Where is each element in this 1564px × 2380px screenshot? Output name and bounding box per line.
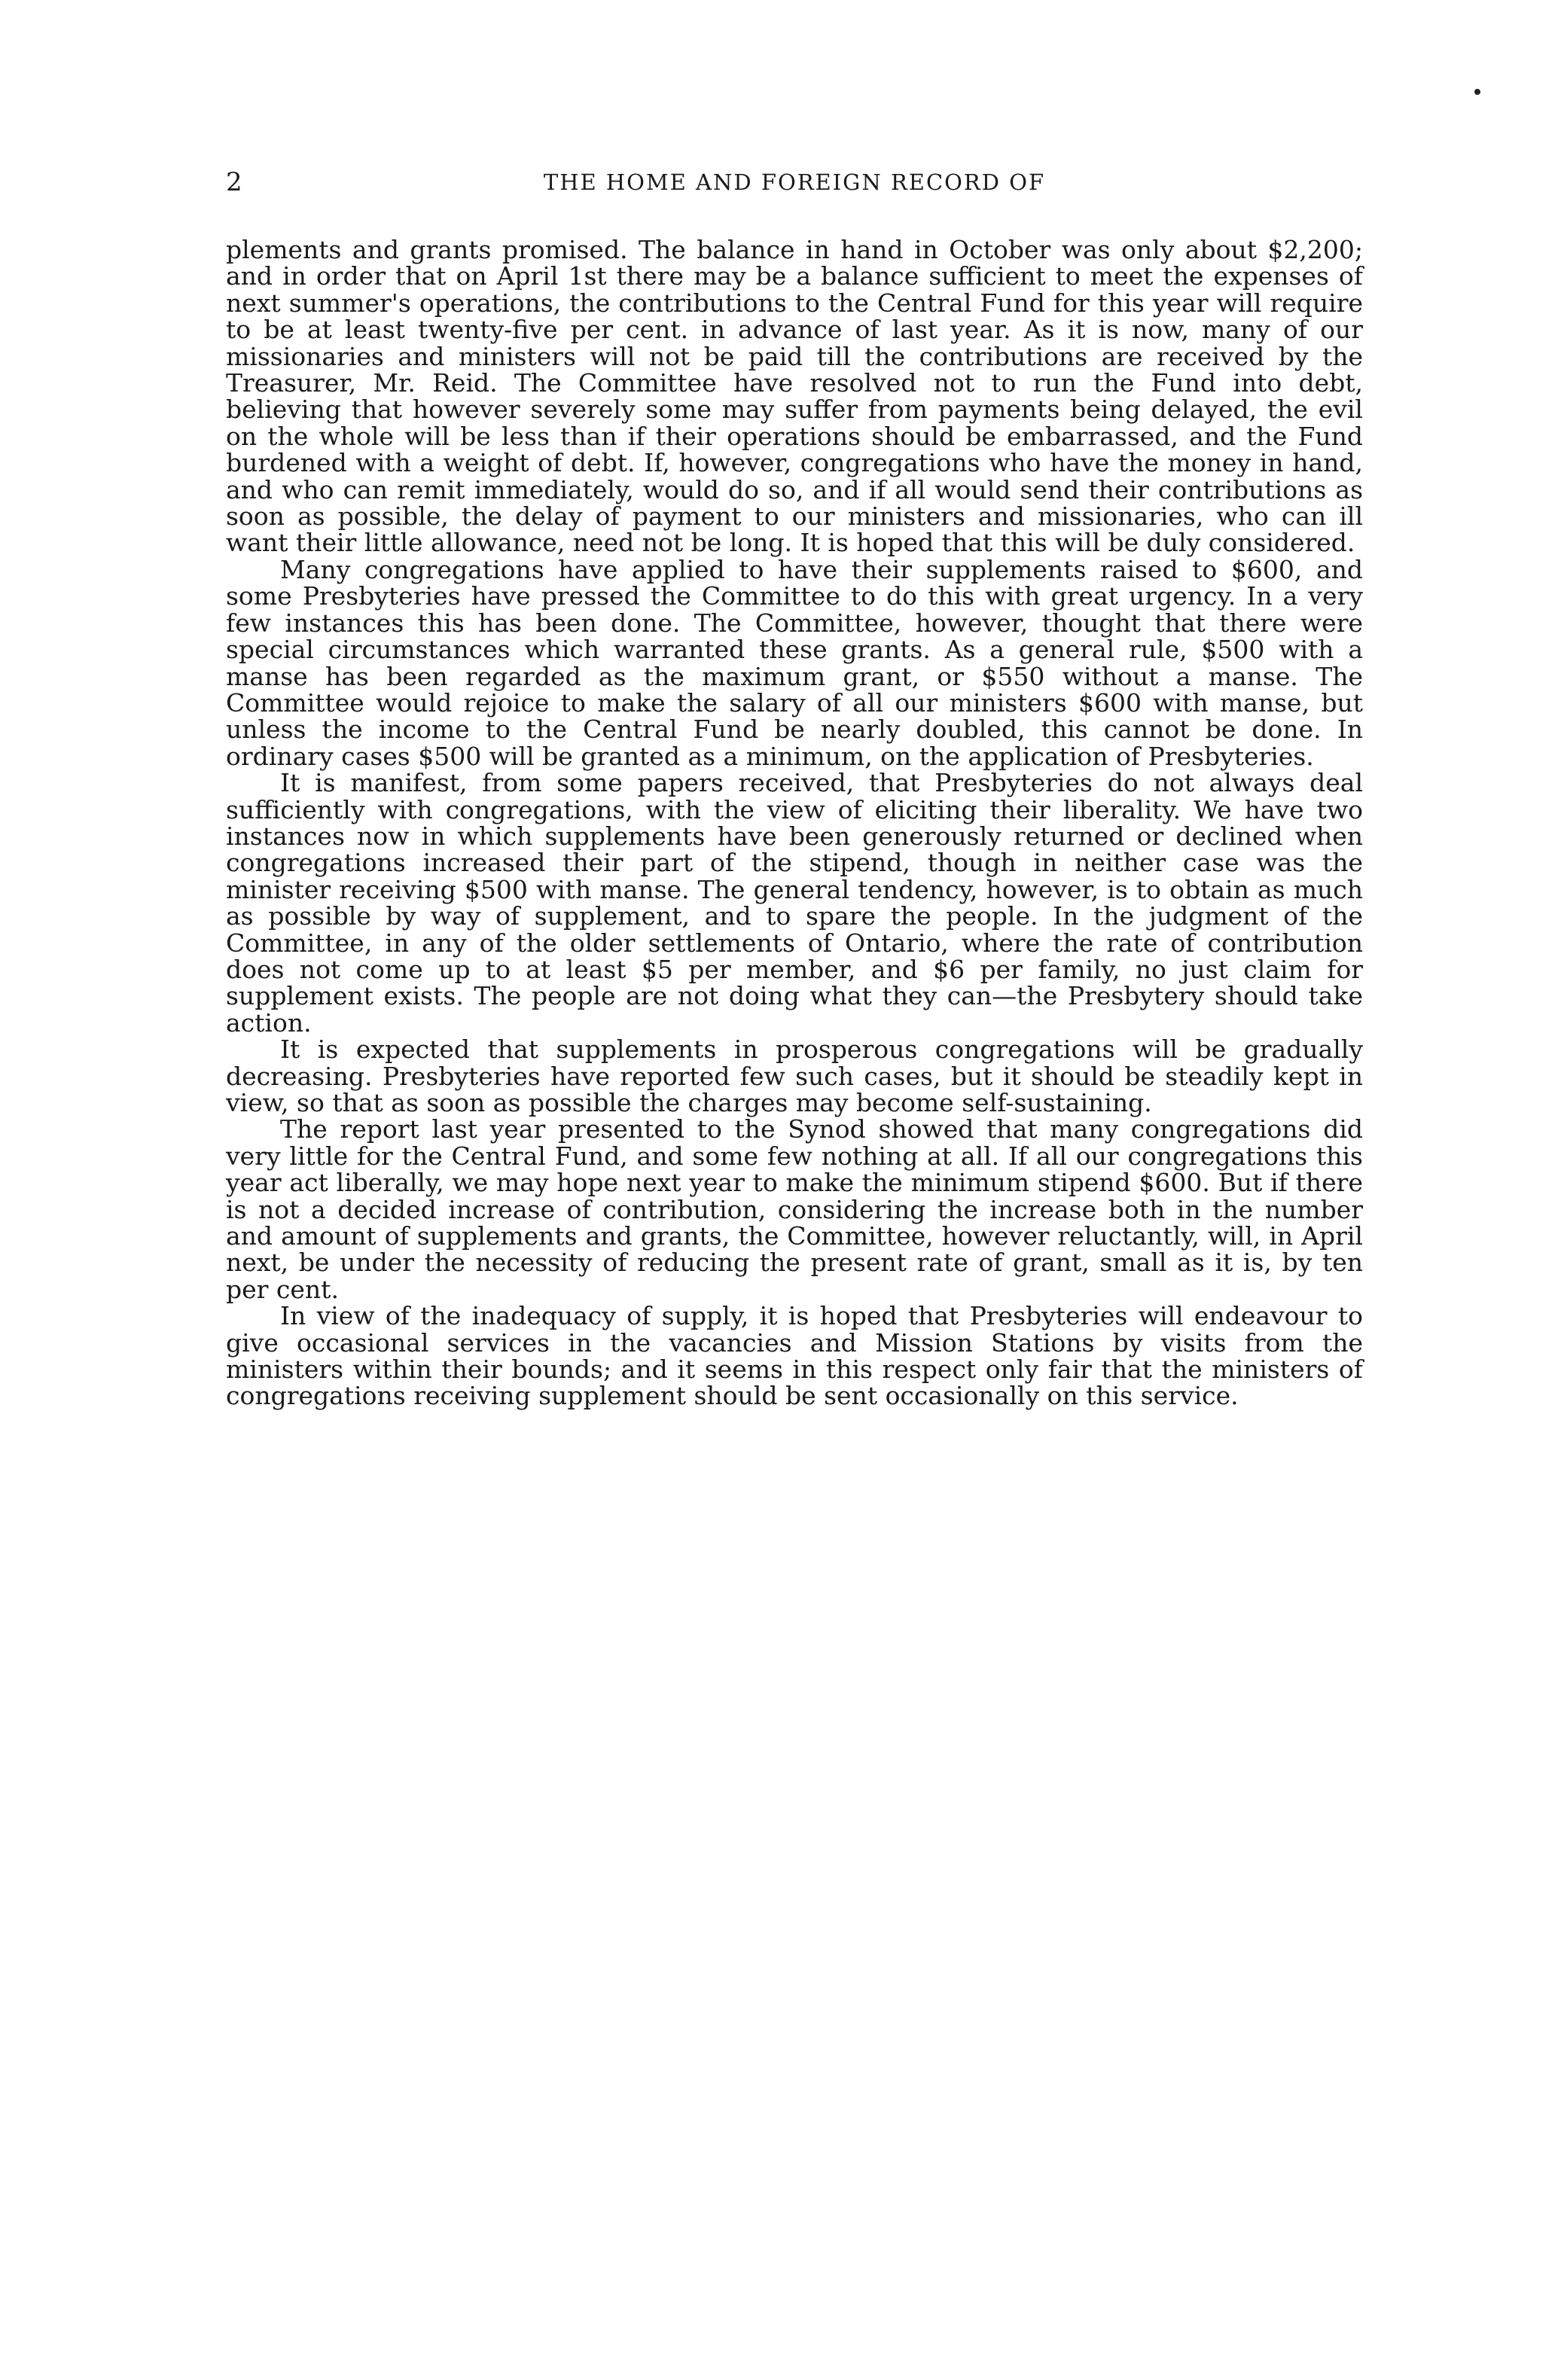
paragraph-continued: plements and grants promised. The balance in hand in October was only about $2,200; and in order that on April 1st there may be a balance sufficient to meet the expenses of next summer's operations, the contributions to the Central Fund for this year will require to be at least twenty-five per cent. in advance of last year. As it is now, many of our missionaries and ministers will not be paid till the contributions are received by the Treasurer, Mr. Reid. The Committee have resolved not to run the Fund into debt, believing that however severely some may suffer from payments being delayed, the evil on the whole will be less than if their operations should be embarrassed, and the Fund burdened with a weight of debt. If, however, congregations who have the money in hand, and who can remit immediately, would do so, and if all would send their contributions as soon as possible, the delay of payment to our ministers and missionaries, who can ill want their little allowance, need not be long. It is hoped that this will be duly considered.: [226, 235, 1363, 558]
running-title: THE HOME AND FOREIGN RECORD OF: [543, 169, 1046, 195]
paragraph-decreasing-supplements: It is expected that supplements in prosperous congregations will be gradually decreasing. Presbyteries have reported few such cases, but it should be steadily kept in view, so that as soon as possible the charges may become self-sustaining.: [226, 1035, 1363, 1117]
page-number: 2: [226, 167, 242, 197]
paragraph-supply-inadequacy: In view of the inadequacy of supply, it is hoped that Presbyteries will endeavour to give occasional services in the vacancies and Mission Stations by visits from the ministers within their bounds; and it seems in this respect only fair that the ministers of congregations receiving supplement should be sent occasionally on this service.: [226, 1301, 1363, 1411]
page: [226, 166, 1363, 1409]
paragraph-presbyteries-liberality: It is manifest, from some papers received, that Presbyteries do not always deal sufficiently with congregations, with the view of eliciting their liberality. We have two instances now in which supplements have been generously returned or declined when congregations increased their part of the stipend, though in neither case was the minister receiving $500 with manse. The general tendency, however, is to obtain as much as possible by way of supplement, and to spare the people. In the judgment of the Committee, in any of the older settlements of Ontario, where the rate of contribution does not come up to at least $5 per member, and $6 per family, no just claim for supplement exists. The people are not doing what they can—the Presbytery should take action.: [226, 768, 1363, 1038]
paragraph-supplements-raised: Many congregations have applied to have their supplements raised to $600, and some Presbyteries have pressed the Committee to do this with great urgency. In a very few instances this has been done. The Committee, however, thought that there were special circumstances which warranted these grants. As a general rule, $500 with a manse has been regarded as the maximum grant, or $550 without a manse. The Committee would rejoice to make the salary of all our ministers $600 with manse, but unless the income to the Central Fund be nearly doubled, this cannot be done. In ordinary cases $500 will be granted as a minimum, on the application of Presbyteries.: [226, 554, 1363, 771]
page-header: [226, 166, 1363, 211]
paragraph-synod-report: The report last year presented to the Synod showed that many congregations did very little for the Central Fund, and some few nothing at all. If all our congregations this year act liberally, we may hope next year to make the minimum stipend $600. But if there is not a decided increase of contribution, considering the increase both in the number and amount of supplements and grants, the Committee, however reluctantly, will, in April next, be under the necessity of reducing the present rate of grant, small as it is, by ten per cent.: [226, 1114, 1363, 1304]
page-speck-mark: [1474, 89, 1480, 95]
body-text: [226, 236, 1363, 1409]
